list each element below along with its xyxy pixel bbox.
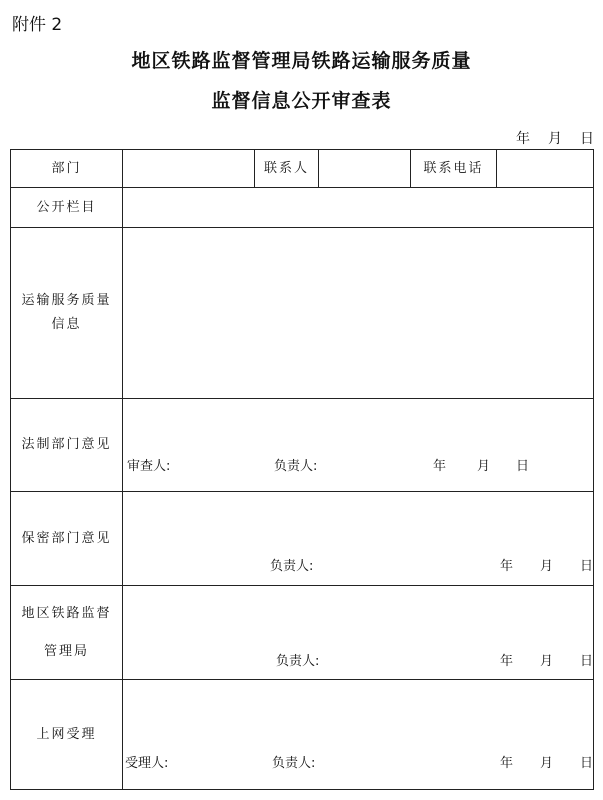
bureau-opinion-field[interactable]: [123, 586, 594, 680]
column-field[interactable]: [123, 188, 594, 228]
bureau-date-year: 年: [500, 654, 514, 669]
row-secrecy: [11, 492, 594, 586]
legal-date-month: 月: [477, 459, 491, 474]
form-title-line-1: 地区铁路监督管理局铁路运输服务质量: [131, 50, 472, 72]
bureau-date-month: 月: [540, 654, 554, 669]
legal-label: 法制部门意见: [11, 399, 123, 492]
row-legal: [11, 399, 594, 492]
bureau-responsible-label: 负责人:: [276, 654, 320, 669]
secrecy-label: 保密部门意见: [11, 492, 123, 586]
legal-date-day: 日: [516, 459, 530, 474]
phone-field[interactable]: [497, 150, 594, 188]
bureau-label: [11, 586, 123, 680]
online-date-day: 日: [580, 756, 594, 771]
header-date-year: 年: [516, 131, 530, 147]
column-label: 公开栏目: [11, 188, 123, 228]
info-label-line-2: 信息: [51, 317, 82, 332]
legal-reviewer-label: 审查人:: [127, 459, 171, 474]
header-date-day: 日: [580, 131, 594, 147]
bureau-date-day: 日: [580, 654, 594, 669]
secrecy-date-month: 月: [540, 559, 554, 574]
contact-field[interactable]: [319, 150, 411, 188]
secrecy-date-day: 日: [580, 559, 594, 574]
secrecy-date-year: 年: [500, 559, 514, 574]
online-acceptor-label: 受理人:: [125, 756, 169, 771]
online-responsible-label: 负责人:: [272, 756, 316, 771]
review-form-table: [10, 149, 594, 790]
info-label: [11, 228, 123, 399]
secrecy-responsible-label: 负责人:: [270, 559, 314, 574]
form-title-line-2: 监督信息公开审查表: [211, 90, 392, 112]
legal-responsible-label: 负责人:: [274, 459, 318, 474]
row-department: [11, 150, 594, 188]
online-date-month: 月: [540, 756, 554, 771]
legal-opinion-field[interactable]: [123, 399, 594, 492]
header-date-month: 月: [548, 131, 562, 147]
info-label-line-1: 运输服务质量: [21, 293, 112, 308]
department-field[interactable]: [123, 150, 255, 188]
legal-date-year: 年: [433, 459, 447, 474]
online-label: 上网受理: [11, 680, 123, 790]
row-online: [11, 680, 594, 790]
info-field[interactable]: [123, 228, 594, 399]
secrecy-opinion-field[interactable]: [123, 492, 594, 586]
online-acceptance-field[interactable]: [123, 680, 594, 790]
bureau-label-line-1: 地区铁路监督: [21, 605, 112, 621]
attachment-label: 附件 2: [12, 15, 63, 35]
online-date-year: 年: [500, 756, 514, 771]
row-bureau: [11, 586, 594, 680]
bureau-label-line-2: 管理局: [43, 643, 89, 659]
row-column: [11, 188, 594, 228]
contact-label: 联系人: [255, 150, 319, 188]
department-label: 部门: [11, 150, 123, 188]
phone-label: 联系电话: [411, 150, 497, 188]
row-info: [11, 228, 594, 399]
